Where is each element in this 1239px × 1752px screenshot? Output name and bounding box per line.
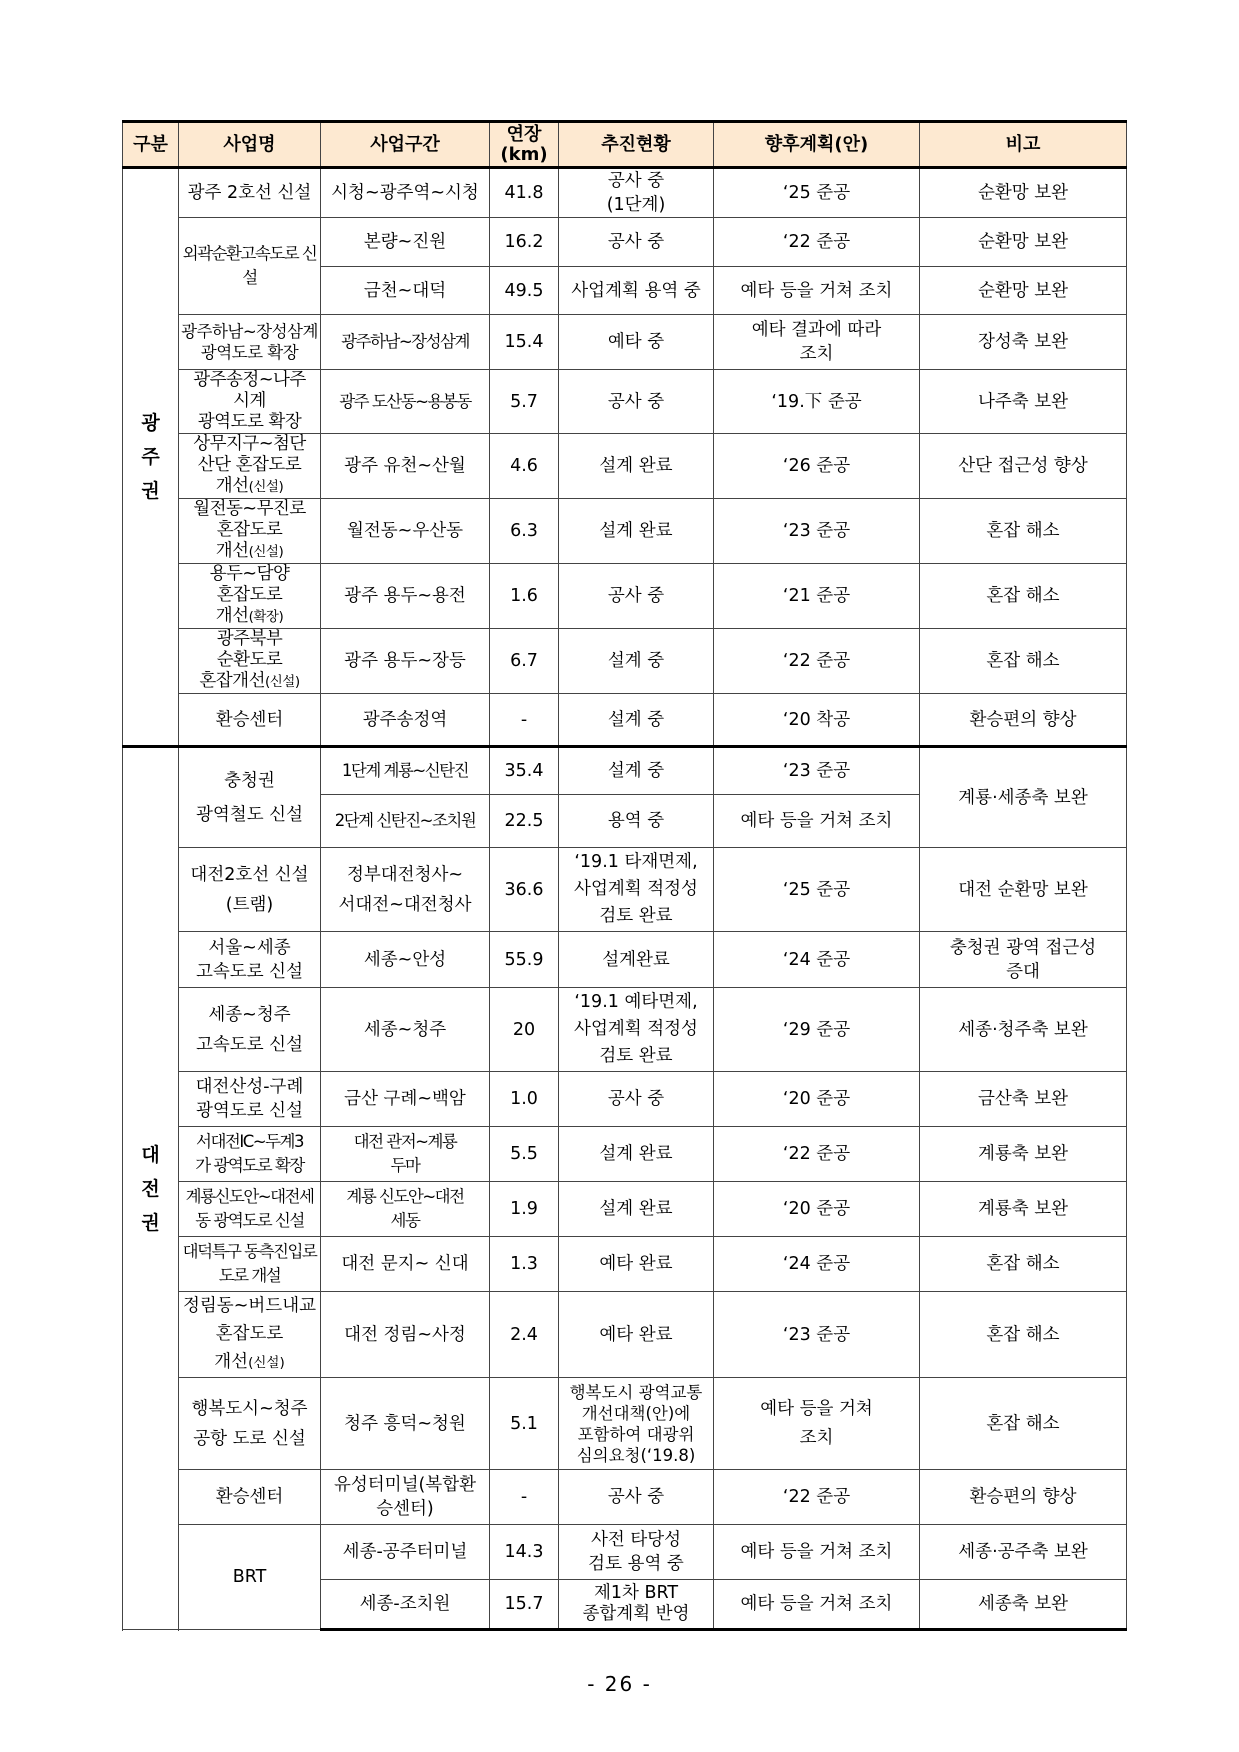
length-cell: 55.9	[490, 932, 559, 988]
length-cell: 20	[490, 988, 559, 1072]
table-row	[123, 848, 1127, 932]
header-row	[123, 122, 1127, 168]
length-cell: 16.2	[490, 218, 559, 267]
header-status: 추진현황	[559, 122, 714, 168]
length-cell: 6.3	[490, 499, 559, 564]
status-cell: 사업계획 용역 중	[559, 267, 714, 315]
plan-cell: ‘22 준공	[714, 1470, 920, 1525]
status-cell: 예타 완료	[559, 1237, 714, 1292]
table-row	[123, 564, 1127, 629]
section-cell: 대전 정림~사정	[321, 1292, 490, 1378]
table-row	[123, 932, 1127, 988]
table-row	[123, 1072, 1127, 1127]
length-cell: 5.7	[490, 370, 559, 434]
project-cell: 세종~청주 고속도로 신설	[179, 988, 321, 1072]
section-cell: 월전동~우산동	[321, 499, 490, 564]
plan-cell: ‘22 준공	[714, 218, 920, 267]
project-cell: 계룡신도안~대전세 동 광역도로 신설	[179, 1182, 321, 1237]
header-project: 사업명	[179, 122, 321, 168]
project-cell: 대덕특구 동측진입로 도로 개설	[179, 1237, 321, 1292]
project-cell: 광주하남~장성삼계 광역도로 확장	[179, 315, 321, 370]
plan-cell: ‘21 준공	[714, 564, 920, 629]
project-cell: BRT	[179, 1525, 321, 1630]
section-cell: 세종~청주	[321, 988, 490, 1072]
table-row	[123, 629, 1127, 694]
length-cell: 5.5	[490, 1127, 559, 1182]
section-cell: 세종-조치원	[321, 1580, 490, 1630]
table-row	[123, 1525, 1127, 1580]
length-cell: 15.7	[490, 1580, 559, 1630]
section-cell: 광주하남~장성삼계	[321, 315, 490, 370]
table-row	[123, 1292, 1127, 1378]
project-cell: 환승센터	[179, 1470, 321, 1525]
section-cell: 계룡 신도안~대전 세동	[321, 1182, 490, 1237]
length-cell: 14.3	[490, 1525, 559, 1580]
section-cell: 1단계 계룡~신탄진	[321, 747, 490, 795]
status-cell: 공사 중 (1단계)	[559, 168, 714, 218]
table-row	[123, 315, 1127, 370]
project-cell: 대전산성-구례 광역도로 신설	[179, 1072, 321, 1127]
header-plan: 향후계획(안)	[714, 122, 920, 168]
table-row	[123, 1127, 1127, 1182]
status-cell: 공사 중	[559, 1072, 714, 1127]
length-cell: 36.6	[490, 848, 559, 932]
length-cell: 2.4	[490, 1292, 559, 1378]
length-cell: 49.5	[490, 267, 559, 315]
status-cell: 공사 중	[559, 370, 714, 434]
project-cell: 외곽순환고속도로 신설	[179, 218, 321, 315]
plan-cell: 예타 등을 거쳐 조치	[714, 267, 920, 315]
status-cell: 예타 완료	[559, 1292, 714, 1378]
note-cell: 계룡축 보완	[920, 1182, 1127, 1237]
length-cell: 41.8	[490, 168, 559, 218]
section-cell: 광주 용두~장등	[321, 629, 490, 694]
plan-cell: ‘20 준공	[714, 1182, 920, 1237]
status-cell: ‘19.1 타재면제, 사업계획 적정성 검토 완료	[559, 848, 714, 932]
length-cell: 1.9	[490, 1182, 559, 1237]
note-cell: 산단 접근성 향상	[920, 434, 1127, 499]
note-cell: 장성축 보완	[920, 315, 1127, 370]
table-row	[123, 218, 1127, 267]
note-cell: 혼잡 해소	[920, 1378, 1127, 1470]
plan-cell: 예타 등을 거쳐 조치	[714, 1525, 920, 1580]
header-length	[490, 122, 559, 168]
section-cell: 금천~대덕	[321, 267, 490, 315]
section-cell: 청주 흥덕~청원	[321, 1378, 490, 1470]
section-cell: 유성터미널(복합환 승센터)	[321, 1470, 490, 1525]
status-cell: 행복도시 광역교통 개선대책(안)에 포함하여 대광위 심의요청(‘19.8)	[559, 1378, 714, 1470]
header-length-unit: (km)	[500, 143, 548, 165]
status-cell: ‘19.1 예타면제, 사업계획 적정성 검토 완료	[559, 988, 714, 1072]
header-note: 비고	[920, 122, 1127, 168]
length-cell: 1.3	[490, 1237, 559, 1292]
header-length-label: 연장	[506, 123, 542, 145]
status-cell: 용역 중	[559, 795, 714, 848]
plan-cell: ‘24 준공	[714, 1237, 920, 1292]
status-cell: 설계 완료	[559, 499, 714, 564]
note-cell: 혼잡 해소	[920, 564, 1127, 629]
region-char: 대	[141, 1143, 160, 1166]
status-cell: 설계 중	[559, 747, 714, 795]
plan-cell: ‘22 준공	[714, 629, 920, 694]
note-cell: 혼잡 해소	[920, 499, 1127, 564]
region-char: 전	[141, 1177, 160, 1200]
status-cell: 설계완료	[559, 932, 714, 988]
section-cell: 광주 도산동~용봉동	[321, 370, 490, 434]
section-cell: 시청~광주역~시청	[321, 168, 490, 218]
note-cell: 혼잡 해소	[920, 1292, 1127, 1378]
status-cell: 설계 완료	[559, 1182, 714, 1237]
status-cell: 공사 중	[559, 564, 714, 629]
status-cell: 공사 중	[559, 218, 714, 267]
plan-cell: ‘25 준공	[714, 168, 920, 218]
project-cell: 상무지구~첨단 산단 혼잡도로 개선(신설)	[179, 434, 321, 499]
section-cell: 광주송정역	[321, 694, 490, 747]
region-char: 광	[141, 412, 160, 434]
table-row	[123, 499, 1127, 564]
status-cell: 설계 완료	[559, 434, 714, 499]
region-char: 권	[141, 480, 160, 502]
project-cell: 대전2호선 신설 (트램)	[179, 848, 321, 932]
status-cell: 제1차 BRT 종합계획 반영	[559, 1580, 714, 1630]
plan-cell: 예타 등을 거쳐 조치	[714, 795, 920, 848]
note-cell: 나주축 보완	[920, 370, 1127, 434]
project-cell: 행복도시~청주 공항 도로 신설	[179, 1378, 321, 1470]
table-row	[123, 694, 1127, 747]
project-cell: 서울~세종 고속도로 신설	[179, 932, 321, 988]
note-cell: 세종축 보완	[920, 1580, 1127, 1630]
length-cell: 1.0	[490, 1072, 559, 1127]
note-cell: 순환망 보완	[920, 168, 1127, 218]
project-cell: 용두~담양 혼잡도로 개선(확장)	[179, 564, 321, 629]
page-number: - 26 -	[587, 1672, 652, 1696]
length-cell: 22.5	[490, 795, 559, 848]
plan-cell: ‘23 준공	[714, 747, 920, 795]
length-cell: 1.6	[490, 564, 559, 629]
note-cell: 환승편의 향상	[920, 1470, 1127, 1525]
note-cell: 순환망 보완	[920, 218, 1127, 267]
note-cell: 계룡축 보완	[920, 1127, 1127, 1182]
length-cell: 35.4	[490, 747, 559, 795]
plan-cell: 예타 결과에 따라 조치	[714, 315, 920, 370]
length-cell: 6.7	[490, 629, 559, 694]
project-cell: 환승센터	[179, 694, 321, 747]
project-suffix: (확장)	[248, 609, 284, 625]
region-daejeon	[123, 747, 179, 1630]
note-cell: 세종·청주축 보완	[920, 988, 1127, 1072]
note-cell: 금산축 보완	[920, 1072, 1127, 1127]
project-suffix: (신설)	[248, 544, 284, 560]
length-cell: 5.1	[490, 1378, 559, 1470]
note-cell: 충청권 광역 접근성 증대	[920, 932, 1127, 988]
plan-cell: ‘20 준공	[714, 1072, 920, 1127]
table-row	[123, 747, 1127, 795]
plan-cell: ‘23 준공	[714, 1292, 920, 1378]
status-cell: 설계 중	[559, 629, 714, 694]
section-cell: 금산 구례~백암	[321, 1072, 490, 1127]
table-row	[123, 1470, 1127, 1525]
note-cell: 계룡·세종축 보완	[920, 747, 1127, 848]
table-row	[123, 370, 1127, 434]
section-cell: 광주 유천~산월	[321, 434, 490, 499]
length-cell: 4.6	[490, 434, 559, 499]
plan-cell: ‘29 준공	[714, 988, 920, 1072]
project-cell: 정림동~버드내교 혼잡도로 개선(신설)	[179, 1292, 321, 1378]
project-suffix: (신설)	[248, 479, 284, 495]
project-cell: 월전동~무진로 혼잡도로 개선(신설)	[179, 499, 321, 564]
region-char: 권	[141, 1211, 160, 1234]
length-cell: -	[490, 694, 559, 747]
plan-cell: 예타 등을 거쳐 조치	[714, 1378, 920, 1470]
project-cell: 광주북부 순환도로 혼잡개선(신설)	[179, 629, 321, 694]
status-cell: 설계 중	[559, 694, 714, 747]
project-cell: 광주송정~나주 시계 광역도로 확장	[179, 370, 321, 434]
header-section: 사업구간	[321, 122, 490, 168]
note-cell: 혼잡 해소	[920, 1237, 1127, 1292]
plan-cell: ‘20 착공	[714, 694, 920, 747]
plan-cell: ‘25 준공	[714, 848, 920, 932]
region-gwangju	[123, 168, 179, 747]
header-region: 구분	[123, 122, 179, 168]
table-row	[123, 1182, 1127, 1237]
section-cell: 정부대전청사~ 서대전~대전청사	[321, 848, 490, 932]
project-suffix: (신설)	[265, 674, 300, 690]
note-cell: 순환망 보완	[920, 267, 1127, 315]
project-suffix: (신설)	[248, 1355, 285, 1371]
table-row	[123, 988, 1127, 1072]
plan-cell: ‘19.下 준공	[714, 370, 920, 434]
note-cell: 대전 순환망 보완	[920, 848, 1127, 932]
note-cell: 혼잡 해소	[920, 629, 1127, 694]
status-cell: 예타 중	[559, 315, 714, 370]
length-cell: -	[490, 1470, 559, 1525]
project-table	[122, 120, 1127, 1630]
plan-cell: 예타 등을 거쳐 조치	[714, 1580, 920, 1630]
plan-cell: ‘24 준공	[714, 932, 920, 988]
length-cell: 15.4	[490, 315, 559, 370]
project-cell: 광주 2호선 신설	[179, 168, 321, 218]
section-cell: 대전 문지~ 신대	[321, 1237, 490, 1292]
section-cell: 본량~진원	[321, 218, 490, 267]
section-cell: 2단계 신탄진~조치원	[321, 795, 490, 848]
note-cell: 환승편의 향상	[920, 694, 1127, 747]
plan-cell: ‘22 준공	[714, 1127, 920, 1182]
plan-cell: ‘23 준공	[714, 499, 920, 564]
table-row	[123, 434, 1127, 499]
plan-cell: ‘26 준공	[714, 434, 920, 499]
status-cell: 사전 타당성 검토 용역 중	[559, 1525, 714, 1580]
note-cell: 세종·공주축 보완	[920, 1525, 1127, 1580]
section-cell: 대전 관저~계룡 두마	[321, 1127, 490, 1182]
status-cell: 공사 중	[559, 1470, 714, 1525]
region-char: 주	[141, 446, 160, 468]
table-row	[123, 168, 1127, 218]
section-cell: 세종~안성	[321, 932, 490, 988]
project-cell: 충청권 광역철도 신설	[179, 747, 321, 848]
project-cell: 서대전IC~두계3 가 광역도로 확장	[179, 1127, 321, 1182]
status-cell: 설계 완료	[559, 1127, 714, 1182]
section-cell: 세종-공주터미널	[321, 1525, 490, 1580]
section-cell: 광주 용두~용전	[321, 564, 490, 629]
table-row	[123, 1378, 1127, 1470]
table-row	[123, 1237, 1127, 1292]
